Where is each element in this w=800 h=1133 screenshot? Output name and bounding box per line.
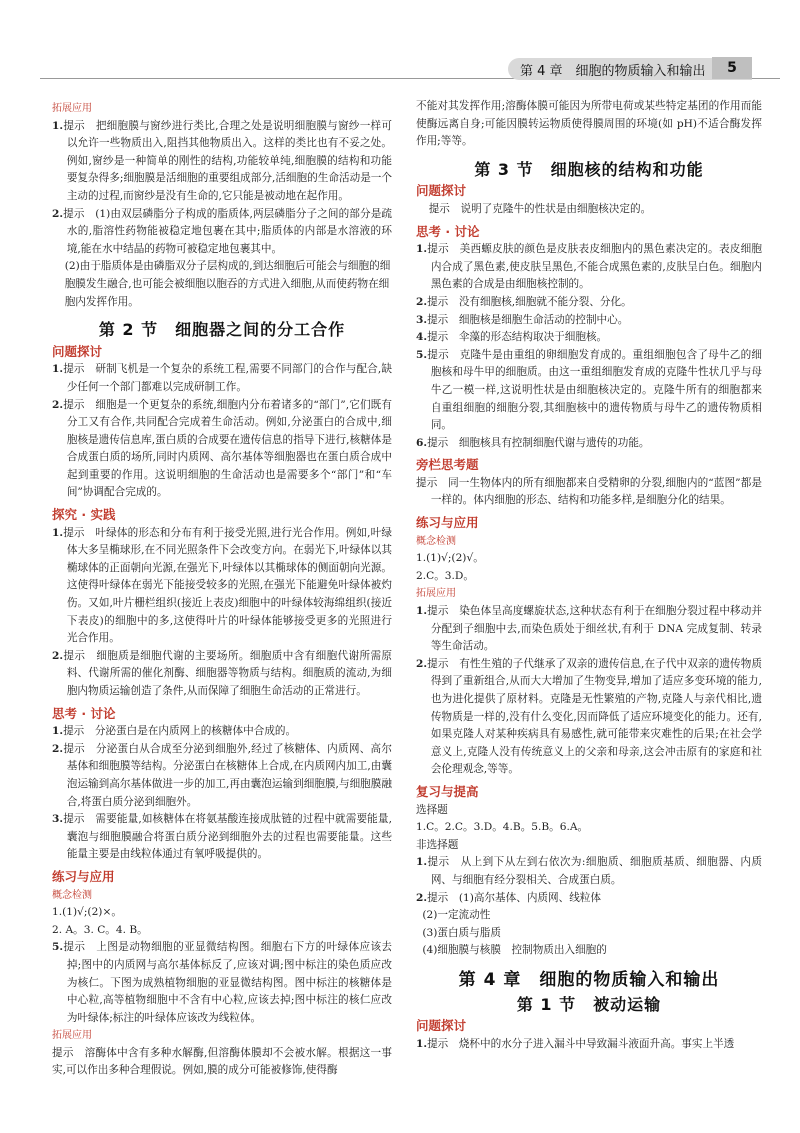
section-label: 拓展应用: [52, 1030, 92, 1042]
answer-item: 2.提示 细胞是一个更复杂的系统,细胞内分布着诸多的“部门”,它们既有分工又有合作,共同配合完成着生命活动。例如,分泌蛋白的合成中,细胞核是遗传信息库,蛋白质的合成要在遗传信息的指导下进行,核糖体是合成蛋白质的场所,同时内质网、高尔基体等细胞器也在蛋白质合成中起到重要的作用。这说明细胞的生命活动也是需要多个“部门”和“车间”协调配合完成的。: [52, 398, 392, 499]
answer-paragraph: 提示 溶酶体中含有多种水解酶,但溶酶体膜却不会被水解。根据这一事实,可以作出多种合理假说。例如,膜的成分可能被修饰,使得酶: [52, 1046, 392, 1077]
answer-item: 2.提示 分泌蛋白从合成至分泌到细胞外,经过了核糖体、内质网、高尔基体和细胞膜等结构。分泌蛋白在核糖体上合成,在内质网内加工,由囊泡运输到高尔基体做进一步的加工,再由囊泡运输到细胞膜,与细胞膜融合,将蛋白质分泌到细胞外。: [52, 742, 392, 808]
answer-item: 1.提示 分泌蛋白是在内质网上的核糖体中合成的。: [52, 725, 297, 738]
page-number: 5: [712, 57, 752, 79]
answer-paragraph: 提示 同一生物体内的所有细胞都来自受精卵的分裂,细胞内的“蓝图”都是一样的。体内细胞的形态、结构和功能多样,是细胞分化的结果。: [416, 476, 762, 507]
answer-line: 2.C。3.D。: [416, 569, 475, 582]
section-title: 第 2 节 细胞器之间的分工合作: [98, 320, 346, 340]
answer-list: [52, 118, 392, 259]
left-column: [52, 100, 392, 1080]
answer-item: 1.提示 染色体呈高度螺旋状态,这种状态有利于在细胞分裂过程中移动并分配到子细胞中去,而染色质处于细丝状,有利于 DNA 完成复制、转录等生命活动。: [416, 605, 762, 653]
answer-item: 1.提示 美西螈皮肤的颜色是皮肤表皮细胞内的黑色素决定的。表皮细胞内合成了黑色素,使皮肤呈黑色,不能合成黑色素的,皮肤呈白色。细胞内黑色素的合成是由细胞核控制的。: [416, 243, 762, 291]
subsection-heading: 思考 · 讨论: [416, 223, 480, 239]
answer-item: 1.提示 把细胞膜与窗纱进行类比,合理之处是说明细胞膜与窗纱一样可以允许一些物质出入,阻挡其他物质出入。这样的类比也有不妥之处。例如,窗纱是一种简单的刚性的结构,功能较单纯,细胞膜的结构和功能要复杂得多;细胞膜是活细胞的重要组成部分,活细胞的生命活动是一个主动的过程,而窗纱是没有生命的,它只能是被动地在起作用。: [52, 119, 392, 202]
answer-continuation: (2)由于脂质体是由磷脂双分子层构成的,到达细胞后可能会与细胞的细胞膜发生融合,也可能会被细胞以胞吞的方式进入细胞,从而使药物在细胞内发挥作用。: [64, 260, 391, 308]
answer-item: 3.提示 需要能量,如核糖体在将氨基酸连接成肽链的过程中就需要能量,囊泡与细胞膜融合将蛋白质分泌到细胞外去的过程也需要能量。这些能量主要是由线粒体通过有氧呼吸提供的。: [52, 813, 392, 861]
answer-item: 2.提示 细胞质是细胞代谢的主要场所。细胞质中含有细胞代谢所需原料、代谢所需的催化剂酶、细胞器等物质与结构。细胞质的流动,为细胞内物质运输创造了条件,从而保障了细胞生命活动的正常进行。: [52, 649, 392, 697]
answer-item: 3.提示 细胞核是细胞生命活动的控制中心。: [416, 313, 629, 326]
answer-subline: (3)蛋白质与脂质: [422, 926, 501, 939]
answer-item: 2.提示 (1)由双层磷脂分子构成的脂质体,两层磷脂分子之间的部分是疏水的,脂溶性药物能被稳定地包裹在其中;脂质体的内部是水溶液的环境,能在水中结晶的药物可被稳定地包裹其中。: [52, 207, 392, 255]
subsection-heading: 问题探讨: [52, 343, 103, 359]
answer-item: 1.提示 烧杯中的水分子进入漏斗中导致漏斗液面升高。事实上半透: [416, 1037, 735, 1050]
answer-item: 1.提示 研制飞机是一个复杂的系统工程,需要不同部门的合作与配合,缺少任何一个部门都难以完成研制工作。: [52, 363, 392, 393]
section-label: 概念检测: [416, 535, 456, 547]
answer-line: 1.(1)√;(2)√。: [416, 552, 484, 565]
question-type-label: 非选择题: [416, 838, 459, 851]
answer-subline: (4)细胞膜与核膜 控制物质出入细胞的: [422, 944, 607, 957]
subsection-heading: 复习与提高: [416, 783, 479, 799]
subsection-heading: 问题探讨: [416, 183, 467, 199]
answer-item: 4.提示 伞藻的形态结构取决于细胞核。: [416, 331, 608, 344]
answer-item: 1.提示 从上到下从左到右依次为:细胞质、细胞质基质、细胞器、内质网、与细胞有经分裂相关、合成蛋白质。: [416, 856, 762, 886]
subsection-heading: 思考 · 讨论: [52, 705, 116, 721]
answer-line: 1.C。2.C。3.D。4.B。5.B。6.A。: [416, 821, 589, 834]
answer-paragraph: 不能对其发挥作用;溶酶体膜可能因为所带电荷或某些特定基团的作用而能使酶远离自身;可能因膜转运物质使得膜周围的环境(如 pH)不适合酶发挥作用;等等。: [416, 100, 762, 148]
section-title: 第 1 节 被动运输: [516, 994, 662, 1014]
section-label: 拓展应用: [416, 588, 456, 600]
right-column: [416, 98, 762, 1053]
answer-subline: (2)一定流动性: [422, 909, 491, 922]
answer-item: 5.提示 克隆牛是由重组的卵细胞发育成的。重组细胞包含了母牛乙的细胞核和母牛甲的细胞质。由这一重组细胞发育成的克隆牛性状几乎与母牛乙一模一样,这说明性状是由细胞核决定的。克隆牛所有的细胞都来自重组细胞的细胞分裂,其细胞核中的遗传物质与母牛乙的遗传物质相同。: [416, 348, 762, 432]
question-type-label: 选择题: [416, 803, 448, 816]
answer-item: 2.提示 (1)高尔基体、内质网、线粒体: [416, 891, 601, 904]
page-header: [0, 54, 800, 82]
subsection-heading: 探究 · 实践: [52, 507, 116, 523]
section-title: 第 3 节 细胞核的结构和功能: [474, 159, 704, 179]
chapter-title: 第 4 章 细胞的物质输入和输出: [458, 969, 720, 990]
subsection-heading: 练习与应用: [52, 868, 115, 884]
subsection-heading: 练习与应用: [416, 515, 479, 531]
answer-item: 6.提示 细胞核具有控制细胞代谢与遗传的功能。: [416, 436, 650, 449]
answer-line: 1.(1)√;(2)×。: [52, 906, 122, 919]
section-label: 拓展应用: [52, 103, 92, 114]
answer-item: 2.提示 没有细胞核,细胞就不能分裂、分化。: [416, 295, 632, 308]
section-label: 概念检测: [52, 889, 92, 901]
answer-item: 1.提示 叶绿体的形态和分布有利于接受光照,进行光合作用。例如,叶绿体大多呈椭球形,在不同光照条件下会改变方向。在弱光下,叶绿体以其椭球体的正面朝向光源,在强光下,叶绿体以其椭球体的侧面朝向光源。这使得叶绿体在弱光下能接受较多的光照,在强光下能避免叶绿体被灼伤。又如,叶片栅栏组织(接近上表皮)细胞中的叶绿体较海绵组织(接近下表皮)的细胞中的多,这使得叶片的叶绿体能够接受更多的光照进行光合作用。: [52, 526, 392, 645]
chapter-running-title: 第 4 章 细胞的物质输入和输出: [520, 64, 706, 79]
answer-line: 2. A。3. C。4. B。: [52, 923, 148, 936]
answer-paragraph: 提示 说明了克隆牛的性状是由细胞核决定的。: [428, 202, 652, 215]
subsection-heading: 旁栏思考题: [416, 457, 479, 473]
subsection-heading: 问题探讨: [416, 1018, 467, 1034]
answer-item: 5.提示 上图是动物细胞的亚显微结构图。细胞右下方的叶绿体应该去掉;图中的内质网与高尔基体标反了,应该对调;图中标注的染色质应改为核仁。下图为成熟植物细胞的亚显微结构图。图中标注的核糖体是中心粒,高等植物细胞中不含有中心粒,应该去掉;图中标注的核仁应改为叶绿体;标注的叶绿体应该改为线粒体。: [52, 941, 392, 1024]
answer-item: 2.提示 有性生殖的子代继承了双亲的遗传信息,在子代中双亲的遗传物质得到了重新组合,从而大大增加了生物变异,增加了适应多变环境的能力,也为进化提供了原材料。克隆是无性繁殖的产物,克隆人与亲代相比,遗传物质是一样的,没有什么变化,因而降低了适应环境变化的能力。还有,如果克隆人对某种疾病具有易感性,就可能带来灾难性的后果;在社会学意义上,克隆人没有传统意义上的父亲和母亲,这会冲击原有的家庭和社会伦理观念,等等。: [416, 657, 762, 776]
